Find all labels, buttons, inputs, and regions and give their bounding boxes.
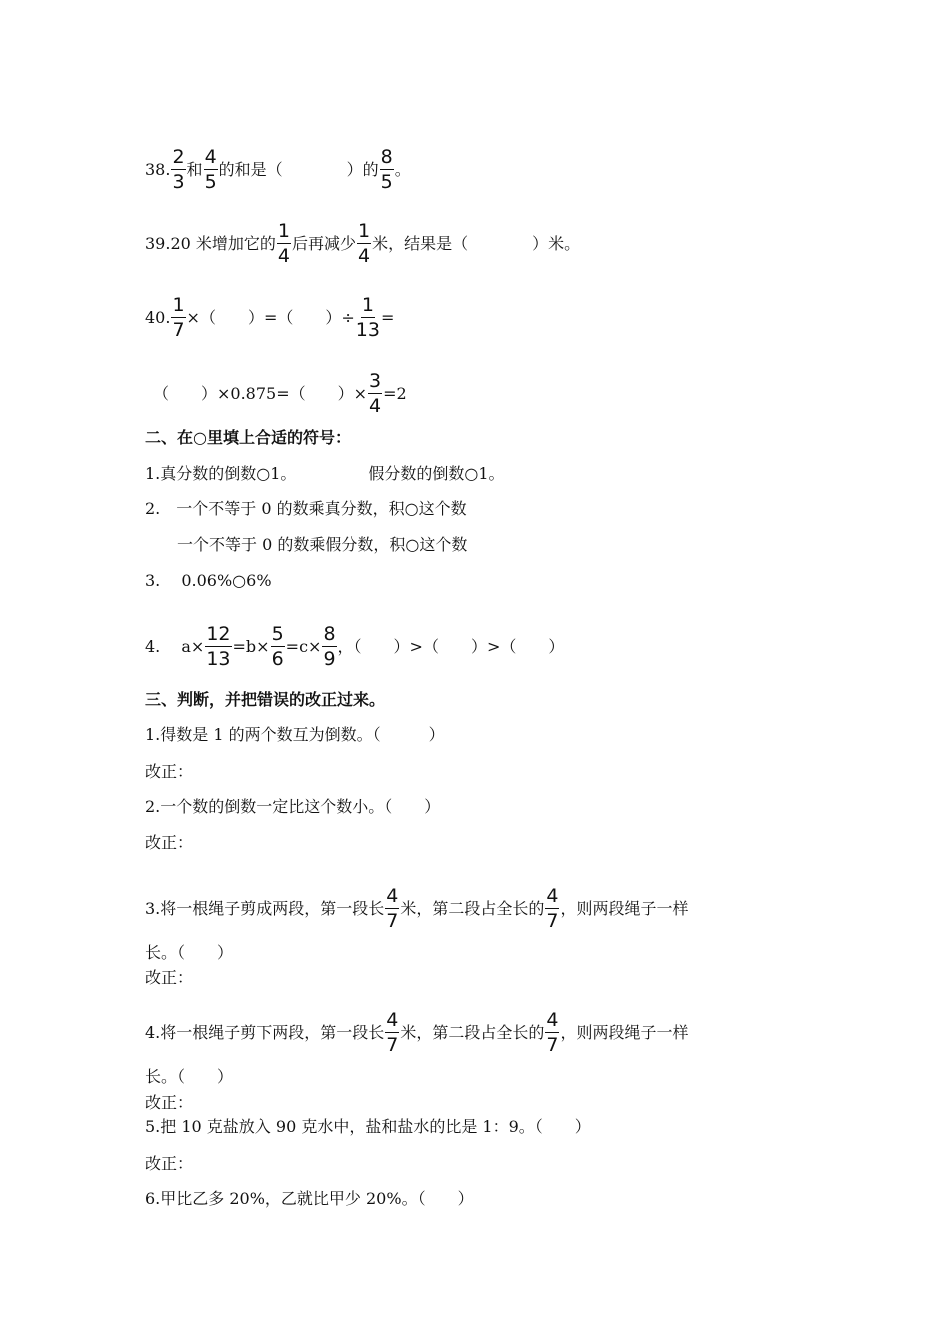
section-3-item-1: 1.得数是 1 的两个数互为倒数。（ ）: [145, 725, 445, 744]
fraction: $\frac{4}{7}$: [386, 1009, 399, 1056]
question-38: 38. $\frac{2}{3}$ 和 $\frac{4}{5}$ 的和是（ ）的 $\frac{8}{5}$ 。: [145, 146, 411, 193]
correction-label: 改正：: [145, 762, 194, 781]
section-2-item-4: 4. a× $\frac{12}{13}$ =b× $\frac{5}{6}$ =c× $\frac{8}{9}$ ，（ ）>（ ）>（ ）: [145, 623, 565, 670]
fraction: $\frac{1}{4}$: [277, 220, 290, 267]
section-3-item-3: 3.将一根绳子剪成两段，第一段长 $\frac{4}{7}$ 米，第二段占全长的 $\frac{4}{7}$ ，则两段绳子一样: [145, 885, 689, 932]
correction-label: 改正：: [145, 1154, 194, 1173]
fraction: $\frac{1}{7}$: [172, 294, 185, 341]
section-3-item-5: 5.把 10 克盐放入 90 克水中，盐和盐水的比是 1：9。（ ）: [145, 1117, 591, 1136]
section-3-item-2: 2.一个数的倒数一定比这个数小。（ ）: [145, 797, 441, 816]
fraction: $\frac{1}{4}$: [358, 220, 371, 267]
section-3-item-6: 6.甲比乙多 20%，乙就比甲少 20%。（ ）: [145, 1189, 474, 1208]
section-3-item-4b: 长。（ ）: [145, 1067, 234, 1086]
section-3-item-4: 4.将一根绳子剪下两段，第一段长 $\frac{4}{7}$ 米，第二段占全长的 $\frac{4}{7}$ ，则两段绳子一样: [145, 1009, 689, 1056]
fraction: $\frac{1}{13}$: [355, 294, 380, 341]
correction-label: 改正：: [145, 833, 194, 852]
fraction: $\frac{3}{4}$: [369, 370, 382, 417]
section-3-title: 三、判断，并把错误的改正过来。: [145, 690, 386, 709]
fraction: $\frac{4}{7}$: [546, 885, 559, 932]
fraction: $\frac{4}{7}$: [546, 1009, 559, 1056]
section-2-item-2b: 一个不等于 0 的数乘假分数，积○这个数: [145, 535, 468, 554]
correction-label: 改正：: [145, 968, 194, 987]
question-40-second-line: （ ）×0.875=（ ）× $\frac{3}{4}$ =2: [145, 370, 407, 417]
fraction: $\frac{8}{5}$: [380, 146, 393, 193]
section-2-item-1: 1.真分数的倒数○1。 假分数的倒数○1。: [145, 464, 505, 483]
correction-label: 改正：: [145, 1093, 194, 1112]
section-2-item-2: 2. 一个不等于 0 的数乘真分数，积○这个数: [145, 499, 467, 518]
fraction: $\frac{5}{6}$: [271, 623, 284, 670]
section-2-title: 二、在○里填上合适的符号：: [145, 428, 351, 447]
fraction: $\frac{4}{7}$: [386, 885, 399, 932]
fraction: $\frac{8}{9}$: [323, 623, 336, 670]
fraction: $\frac{4}{5}$: [204, 146, 217, 193]
question-40: 40. $\frac{1}{7}$ ×（ ）=（ ）÷ $\frac{1}{13}$ =: [145, 294, 395, 341]
fraction: $\frac{2}{3}$: [172, 146, 185, 193]
question-39: 39.20 米增加它的 $\frac{1}{4}$ 后再减少 $\frac{1}{4}$ 米，结果是（ ）米。: [145, 220, 581, 267]
section-2-item-3: 3. 0.06%○6%: [145, 571, 272, 590]
section-3-item-3b: 长。（ ）: [145, 943, 234, 962]
fraction: $\frac{12}{13}$: [206, 623, 231, 670]
